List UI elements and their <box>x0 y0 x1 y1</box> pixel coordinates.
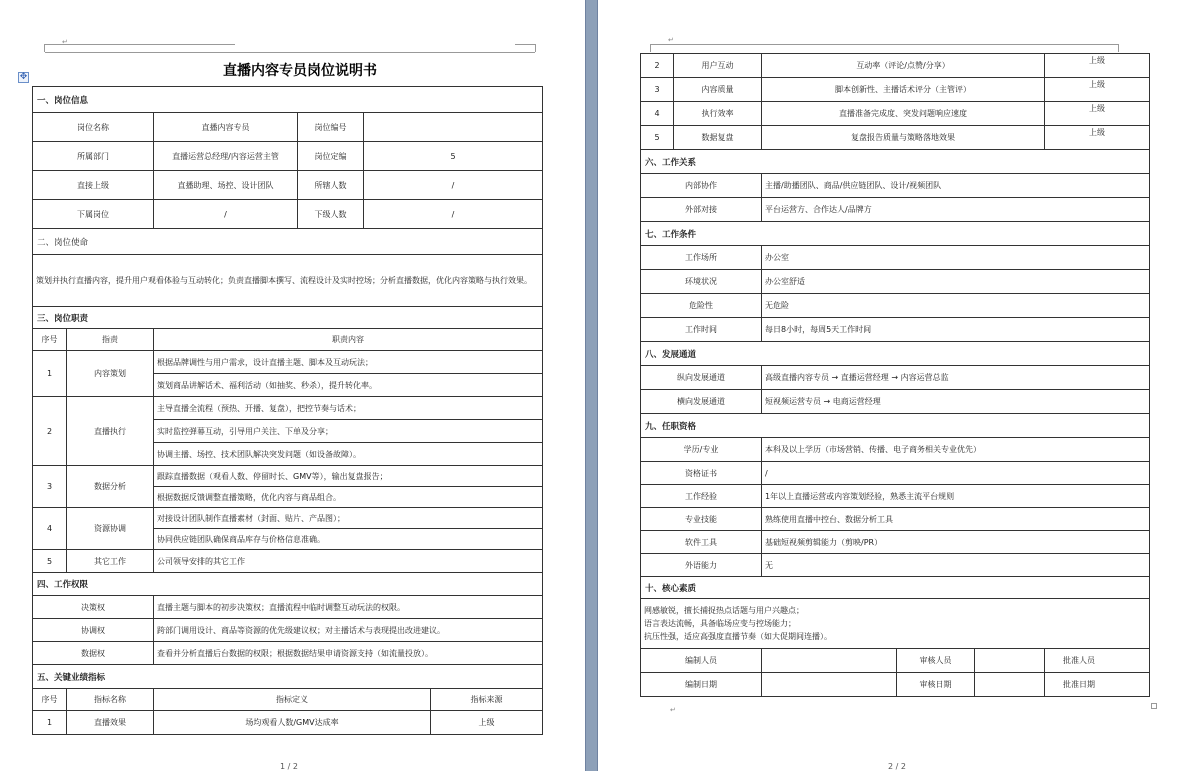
document-title[interactable]: 直播内容专员岗位说明书 <box>223 63 377 79</box>
sign-value[interactable] <box>762 673 897 697</box>
relation-label[interactable]: 内部协作 <box>641 174 762 198</box>
page-gutter <box>585 0 598 771</box>
career-label[interactable]: 横向发展通道 <box>641 390 762 414</box>
page-number: 1 / 2 <box>280 762 298 771</box>
duty-name[interactable]: 内容策划 <box>67 351 154 397</box>
value-cell[interactable] <box>364 113 543 142</box>
qualification-label[interactable]: 外语能力 <box>641 554 762 577</box>
duty-item[interactable]: 策划商品讲解话术、福利活动（如抽奖、秒杀），提升转化率。 <box>154 374 543 397</box>
permission-name[interactable]: 协调权 <box>33 619 154 642</box>
header-line-right <box>515 44 535 45</box>
permission-name[interactable]: 决策权 <box>33 596 154 619</box>
qualification-label[interactable]: 资格证书 <box>641 462 762 485</box>
duty-item[interactable]: 实时监控弹幕互动，引导用户关注、下单及分享； <box>154 420 543 443</box>
duty-number[interactable]: 4 <box>33 508 67 550</box>
core-quality-line: 网感敏锐，擅长捕捉热点话题与用户兴趣点； <box>644 606 804 615</box>
career-label[interactable]: 纵向发展通道 <box>641 366 762 390</box>
column-header[interactable]: 序号 <box>33 329 67 351</box>
section-title[interactable]: 五、关键业绩指标 <box>33 665 543 689</box>
core-quality-line: 抗压性强，适应高强度直播节奏（如大促期间连播）。 <box>644 632 832 641</box>
document-page-1 <box>0 0 585 771</box>
kpi-name[interactable]: 内容质量 <box>674 78 762 102</box>
section-title[interactable]: 八、发展通道 <box>641 342 1150 366</box>
kpi-definition[interactable]: 场均观看人数/GMV达成率 <box>154 711 431 735</box>
section-title[interactable]: 二、岗位使命 <box>33 229 543 255</box>
paragraph-mark: ↵ <box>668 36 674 44</box>
qualification-value[interactable]: / <box>762 462 1150 485</box>
qualification-value[interactable]: 本科及以上学历（市场营销、传播、电子商务相关专业优先） <box>762 438 1150 462</box>
condition-value[interactable]: 每日8小时，每周5天工作时间 <box>762 318 1150 342</box>
duty-item[interactable]: 主导直播全流程（预热、开播、复盘），把控节奏与话术； <box>154 397 543 420</box>
condition-label[interactable]: 工作时间 <box>641 318 762 342</box>
section-title[interactable]: 一、岗位信息 <box>33 87 543 113</box>
duty-item[interactable]: 对接设计团队制作直播素材（封面、贴片、产品图）； <box>154 508 543 529</box>
permission-text[interactable]: 跨部门调用设计、商品等资源的优先级建议权；对主播话术与表现提出改进建议。 <box>154 619 543 642</box>
section-title[interactable]: 六、工作关系 <box>641 150 1150 174</box>
value-cell[interactable]: / <box>364 171 543 200</box>
value-cell[interactable]: 5 <box>364 142 543 171</box>
column-header[interactable]: 指责 <box>67 329 154 351</box>
duty-name[interactable]: 数据分析 <box>67 466 154 508</box>
table-move-handle-icon[interactable]: ✥ <box>19 72 28 82</box>
header-line <box>650 44 1118 45</box>
sign-value[interactable] <box>762 649 897 673</box>
label-cell[interactable]: 下属岗位 <box>33 200 154 229</box>
qualification-label[interactable]: 学历/专业 <box>641 438 762 462</box>
condition-label[interactable]: 工作场所 <box>641 246 762 270</box>
duty-name[interactable]: 其它工作 <box>67 550 154 573</box>
duty-number[interactable]: 1 <box>33 351 67 397</box>
kpi-source[interactable]: 上级 <box>1045 126 1150 150</box>
duty-number[interactable]: 2 <box>33 397 67 466</box>
duty-name[interactable]: 资源协调 <box>67 508 154 550</box>
kpi-definition[interactable]: 直播准备完成度、突发问题响应速度 <box>762 102 1045 126</box>
label-cell[interactable]: 岗位定编 <box>298 142 364 171</box>
kpi-number[interactable]: 4 <box>641 102 674 126</box>
duty-item[interactable]: 根据数据反馈调整直播策略，优化内容与商品组合。 <box>154 487 543 508</box>
label-cell[interactable]: 所辖人数 <box>298 171 364 200</box>
header-corner <box>535 44 536 52</box>
sign-label[interactable]: 编制人员 <box>641 649 762 673</box>
header-corner <box>1118 44 1119 52</box>
paragraph-mark: ↵ <box>670 706 676 714</box>
duty-item[interactable]: 公司领导安排的其它工作 <box>154 550 543 573</box>
condition-value[interactable]: 办公室舒适 <box>762 270 1150 294</box>
career-value[interactable]: 短视频运营专员 → 电商运营经理 <box>762 390 1150 414</box>
label-cell[interactable]: 直接上级 <box>33 171 154 200</box>
section-title[interactable]: 十、核心素质 <box>641 577 1150 599</box>
section-title[interactable]: 九、任职资格 <box>641 414 1150 438</box>
kpi-name[interactable]: 数据复盘 <box>674 126 762 150</box>
sign-label[interactable]: 审核人员 <box>897 649 975 673</box>
qualification-value[interactable]: 1年以上直播运营或内容策划经验，熟悉主流平台规则 <box>762 485 1150 508</box>
job-description-table <box>32 86 543 735</box>
kpi-name[interactable]: 执行效率 <box>674 102 762 126</box>
duty-name[interactable]: 直播执行 <box>67 397 154 466</box>
kpi-source[interactable]: 上级 <box>1045 102 1150 126</box>
sign-value[interactable] <box>975 673 1045 697</box>
qualification-label[interactable]: 软件工具 <box>641 531 762 554</box>
value-cell[interactable]: 直播助理、场控、设计团队 <box>154 171 298 200</box>
section-title[interactable]: 四、工作权限 <box>33 573 543 596</box>
label-cell[interactable]: 岗位编号 <box>298 113 364 142</box>
condition-value[interactable]: 办公室 <box>762 246 1150 270</box>
sign-label: 批准日期 <box>1063 680 1096 689</box>
value-cell[interactable]: / <box>364 200 543 229</box>
duty-item[interactable]: 根据品牌调性与用户需求，设计直播主题、脚本及互动玩法； <box>154 351 543 374</box>
permission-text[interactable]: 直播主题与脚本的初步决策权；直播流程中临时调整互动玩法的权限。 <box>154 596 543 619</box>
value-cell[interactable]: 直播内容专员 <box>154 113 298 142</box>
header-line <box>45 52 535 53</box>
kpi-source[interactable]: 上级 <box>1045 54 1150 78</box>
duty-number[interactable]: 3 <box>33 466 67 508</box>
kpi-source[interactable]: 上级 <box>431 711 543 735</box>
kpi-number[interactable]: 3 <box>641 78 674 102</box>
relation-value[interactable]: 平台运营方、合作达人/品牌方 <box>762 198 1150 222</box>
kpi-source[interactable]: 上级 <box>1045 78 1150 102</box>
value-cell[interactable]: 直播运营总经理/内容运营主管 <box>154 142 298 171</box>
header-line-left <box>45 44 235 45</box>
relation-value[interactable]: 主播/助播团队、商品/供应链团队、设计/视频团队 <box>762 174 1150 198</box>
section-title[interactable]: 三、岗位职责 <box>33 307 543 329</box>
sign-pair[interactable] <box>1045 673 1150 697</box>
qualification-value[interactable]: 基础短视频剪辑能力（剪映/PR） <box>762 531 1150 554</box>
value-cell[interactable]: / <box>154 200 298 229</box>
column-header[interactable]: 序号 <box>33 689 67 711</box>
sign-label[interactable]: 审核日期 <box>897 673 975 697</box>
duty-number[interactable]: 5 <box>33 550 67 573</box>
kpi-name[interactable]: 直播效果 <box>67 711 154 735</box>
qualification-label[interactable]: 工作经验 <box>641 485 762 508</box>
mission-text[interactable]: 策划并执行直播内容，提升用户观看体验与互动转化；负责直播脚本撰写、流程设计及实时控场；分析直播数据，优化内容策略与执行效果。 <box>33 255 543 307</box>
kpi-definition[interactable]: 互动率（评论/点赞/分享） <box>762 54 1045 78</box>
page-number: 2 / 2 <box>888 762 906 771</box>
label-cell[interactable]: 所属部门 <box>33 142 154 171</box>
sign-label[interactable]: 编制日期 <box>641 673 762 697</box>
condition-value[interactable]: 无危险 <box>762 294 1150 318</box>
column-header[interactable]: 指标定义 <box>154 689 431 711</box>
label-cell[interactable]: 下级人数 <box>298 200 364 229</box>
qualification-value[interactable]: 无 <box>762 554 1150 577</box>
label-cell[interactable]: 岗位名称 <box>33 113 154 142</box>
table-resize-handle[interactable] <box>1151 703 1157 709</box>
column-header[interactable]: 指标名称 <box>67 689 154 711</box>
column-header[interactable]: 指标来源 <box>431 689 543 711</box>
section-title[interactable]: 七、工作条件 <box>641 222 1150 246</box>
duty-item[interactable]: 协调主播、场控、技术团队解决突发问题（如设备故障）。 <box>154 443 543 466</box>
condition-label[interactable]: 环境状况 <box>641 270 762 294</box>
condition-label[interactable]: 危险性 <box>641 294 762 318</box>
relation-label[interactable]: 外部对接 <box>641 198 762 222</box>
kpi-definition[interactable]: 脚本创新性、主播话术评分（主管评） <box>762 78 1045 102</box>
kpi-number[interactable]: 1 <box>33 711 67 735</box>
permission-text[interactable]: 查看并分析直播后台数据的权限；根据数据结果申请资源支持（如流量投放）。 <box>154 642 543 665</box>
kpi-number[interactable]: 5 <box>641 126 674 150</box>
permission-name[interactable]: 数据权 <box>33 642 154 665</box>
kpi-definition[interactable]: 复盘报告质量与策略落地效果 <box>762 126 1045 150</box>
career-value[interactable]: 高级直播内容专员 → 直播运营经理 → 内容运营总监 <box>762 366 1150 390</box>
kpi-name[interactable]: 用户互动 <box>674 54 762 78</box>
core-qualities[interactable] <box>641 599 1150 649</box>
kpi-number[interactable]: 2 <box>641 54 674 78</box>
sign-value[interactable] <box>975 649 1045 673</box>
duty-item[interactable]: 跟踪直播数据（观看人数、停留时长、GMV等），输出复盘报告； <box>154 466 543 487</box>
header-corner <box>650 44 651 52</box>
sign-pair[interactable] <box>1045 649 1150 673</box>
qualification-label[interactable]: 专业技能 <box>641 508 762 531</box>
paragraph-mark: ↵ <box>62 38 68 46</box>
qualification-value[interactable]: 熟练使用直播中控台、数据分析工具 <box>762 508 1150 531</box>
core-quality-line: 语言表达流畅，具备临场应变与控场能力； <box>644 619 796 628</box>
header-corner <box>44 44 45 52</box>
duty-item[interactable]: 协同供应链团队确保商品库存与价格信息准确。 <box>154 529 543 550</box>
job-description-table-continued <box>640 53 1150 697</box>
column-header[interactable]: 职责内容 <box>154 329 543 351</box>
document-page-2 <box>598 0 1179 771</box>
sign-label: 批准人员 <box>1063 656 1096 665</box>
